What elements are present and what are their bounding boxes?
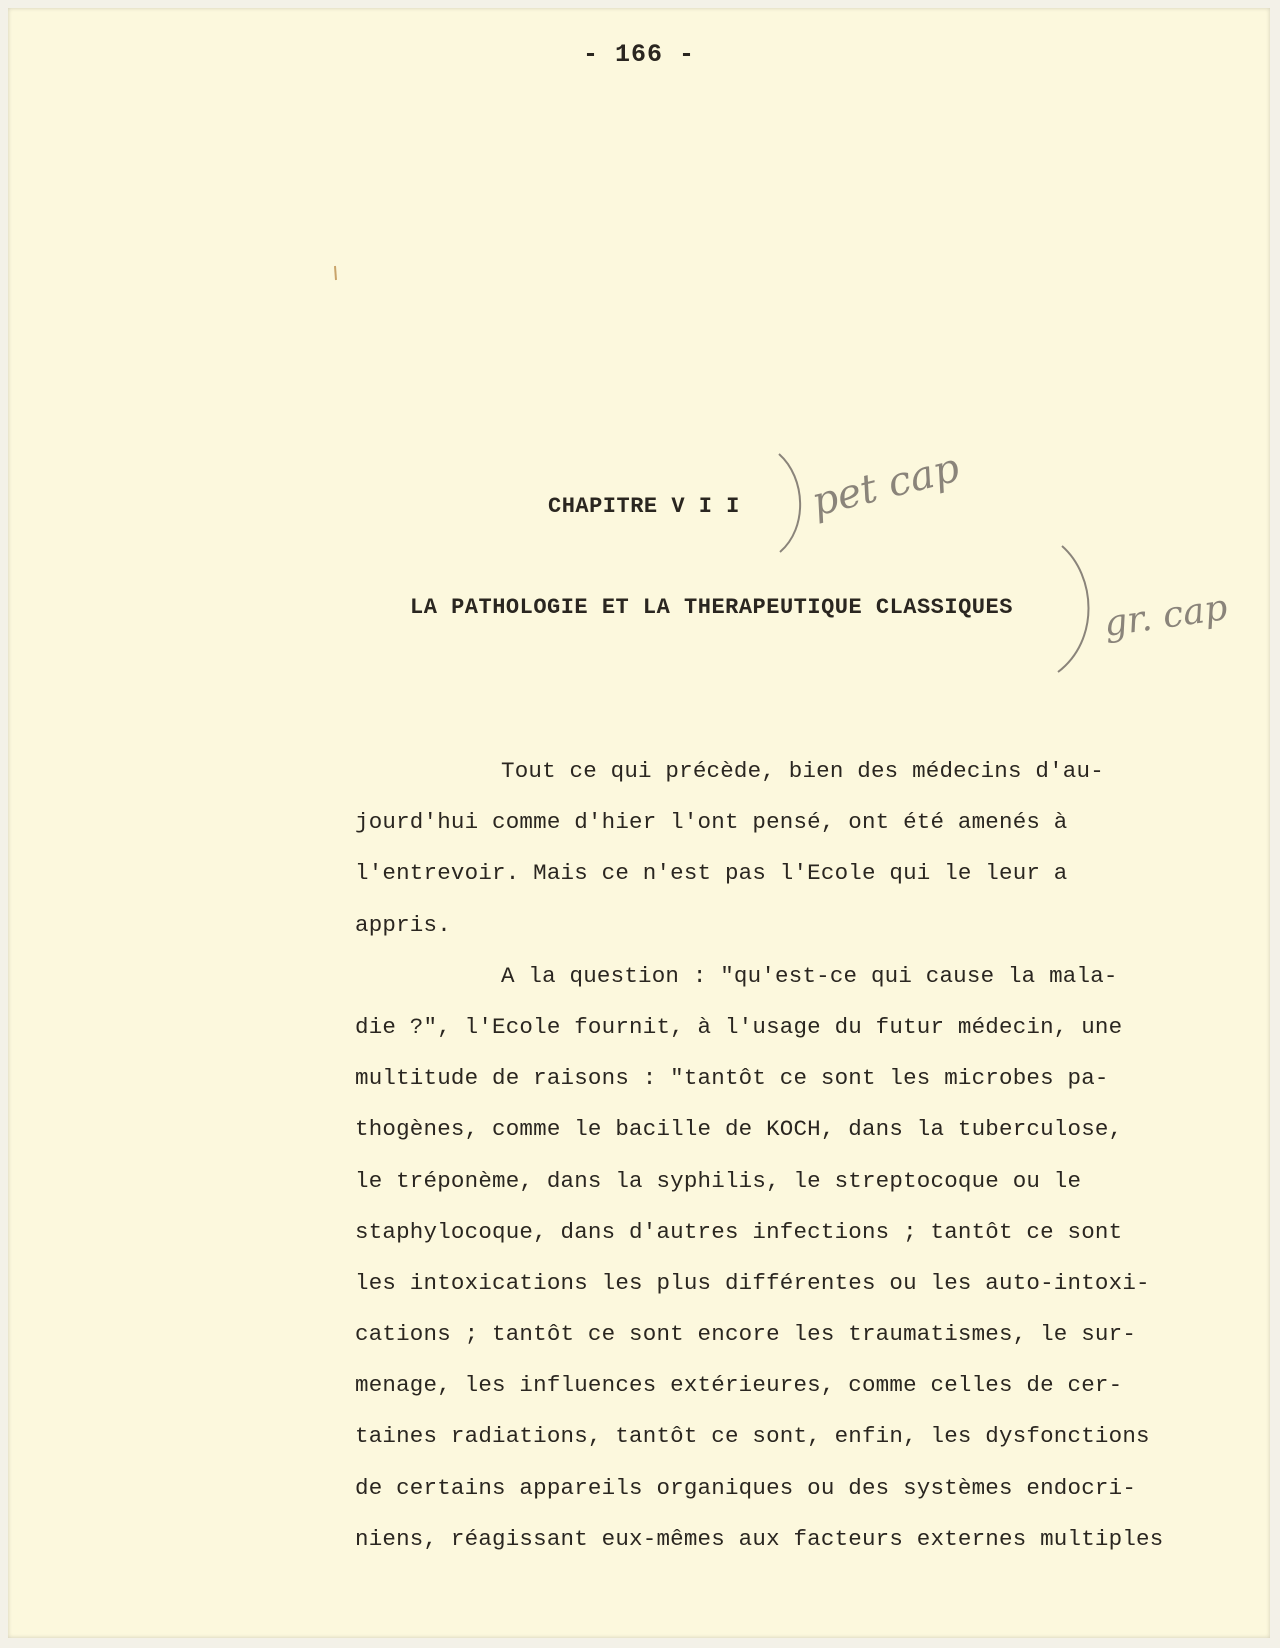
body-line: jourd'hui comme d'hier l'ont pensé, ont été amenés à: [355, 809, 1068, 836]
body-line: menage, les influences extérieures, comme celles de cer-: [355, 1372, 1123, 1399]
chapter-bracket-mark: [779, 454, 800, 552]
body-line: de certains appareils organiques ou des systèmes endocri-: [355, 1474, 1137, 1501]
body-line: die ?", l'Ecole fournit, à l'usage du futur médecin, une: [355, 1013, 1123, 1040]
body-line: appris.: [355, 911, 451, 938]
document-page: [8, 8, 1270, 1638]
margin-mark: [335, 266, 336, 280]
title-bracket-mark: [1058, 546, 1089, 672]
body-line: niens, réagissant eux-mêmes aux facteurs externes multiples: [355, 1525, 1164, 1552]
body-line: thogènes, comme le bacille de KOCH, dans la tuberculose,: [355, 1116, 1123, 1143]
body-line: cations ; tantôt ce sont encore les traumatismes, le sur-: [355, 1321, 1137, 1348]
body-line: staphylocoque, dans d'autres infections ; tantôt ce sont: [355, 1218, 1123, 1245]
body-line: le tréponème, dans la syphilis, le streptocoque ou le: [355, 1167, 1082, 1194]
body-line: taines radiations, tantôt ce sont, enfin, les dysfonctions: [355, 1423, 1150, 1450]
body-line: multitude de raisons : "tantôt ce sont les microbes pa-: [355, 1065, 1109, 1092]
chapter-note: pet cap: [807, 444, 964, 526]
body-line: l'entrevoir. Mais ce n'est pas l'Ecole qui le leur a: [355, 860, 1068, 887]
title-note: gr. cap: [1101, 587, 1230, 645]
body-line: les intoxications les plus différentes ou les auto-intoxi-: [355, 1269, 1150, 1296]
chapter-title: LA PATHOLOGIE ET LA THERAPEUTIQUE CLASSIQUES: [410, 595, 1013, 620]
body-line: A la question : "qu'est-ce qui cause la mala-: [501, 962, 1118, 989]
body-line: Tout ce qui précède, bien des médecins d'au-: [501, 758, 1104, 784]
body-text: [355, 746, 1260, 1565]
chapter-label: CHAPITRE V I I: [548, 494, 740, 519]
page-number: - 166 -: [582, 40, 696, 69]
